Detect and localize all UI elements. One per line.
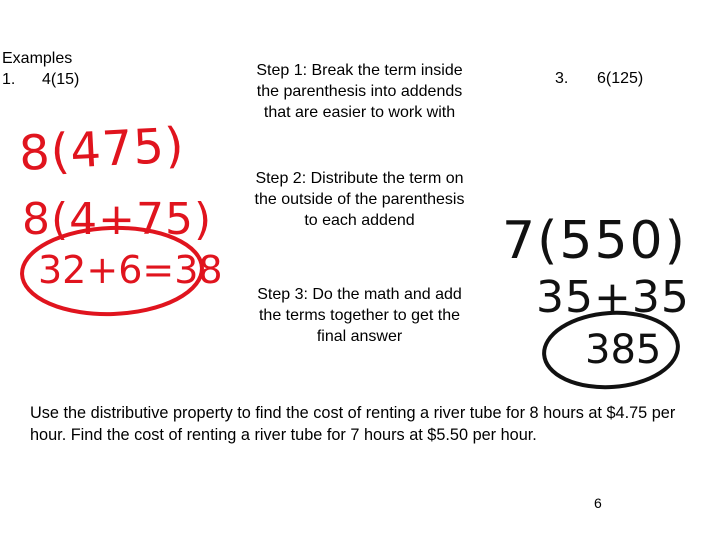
black-handwriting-line-2: 35+35: [536, 272, 690, 323]
problem-statement: Use the distributive property to find the cost of renting a river tube for 8 hours at $4.75 per hour. Find the cost of renting a river tube for 7 hours at $5.50 per hour.: [30, 404, 676, 444]
black-handwriting-line-1: 7(550): [502, 211, 687, 271]
example-1-number: 1.: [2, 71, 16, 88]
examples-heading: Examples: [2, 50, 73, 67]
step-1-text: Step 1: Break the term inside the parenthesis into addends that are easier to work with: [256, 62, 463, 121]
red-handwriting-line-1: 8(475): [17, 117, 187, 182]
step-2-text: Step 2: Distribute the term on the outside of the parenthesis to each addend: [254, 170, 465, 229]
example-3-expression: 6(125): [597, 70, 644, 87]
example-1-expression: 4(15): [42, 71, 80, 88]
step-3-text: Step 3: Do the math and add the terms together to get the final answer: [257, 286, 462, 345]
red-handwriting-line-3: 32+6=38: [38, 248, 223, 292]
page-number: 6: [594, 495, 602, 511]
red-handwriting-line-2: 8(4+75): [22, 194, 213, 245]
black-handwriting-line-3: 385: [585, 327, 662, 373]
example-3-number: 3.: [555, 70, 569, 87]
